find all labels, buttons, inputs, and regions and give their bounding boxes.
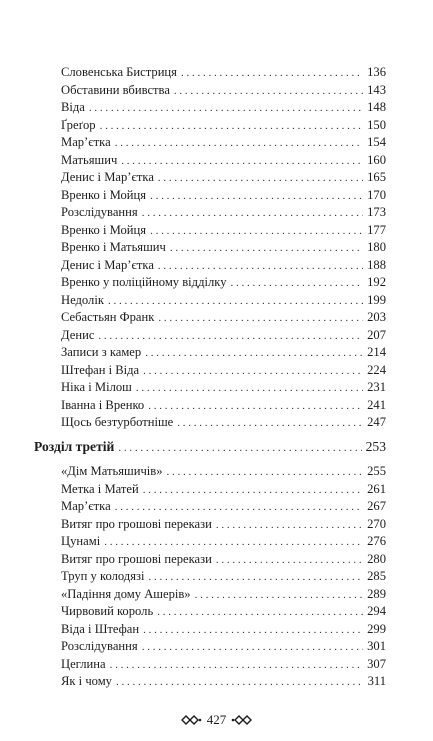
entry-title: Недолік <box>61 292 104 307</box>
dot-leader <box>104 534 363 552</box>
entry-title: Розслідування <box>61 205 138 219</box>
entry-title: Вренко і Мойця <box>61 187 147 202</box>
entry-page-number: 280 <box>367 551 386 566</box>
section-title: Розділ третій <box>34 439 115 454</box>
toc-entry[interactable] <box>61 498 386 516</box>
entry-page-number: 299 <box>367 621 386 636</box>
entry-page-number: 188 <box>367 257 386 272</box>
toc-entry[interactable] <box>61 82 386 100</box>
entry-title: Вренко і Мойця <box>61 222 147 237</box>
entry-title: Записи з камер <box>61 345 142 359</box>
dot-leader <box>158 310 363 328</box>
entry-page-number: 276 <box>367 534 386 548</box>
entry-title: Вренко і Матьяшич <box>61 240 166 254</box>
dot-leader <box>110 657 364 675</box>
dot-leader <box>98 328 363 346</box>
entry-title: Ніка і Мілош <box>61 380 132 394</box>
entry-page-number: 180 <box>367 240 386 254</box>
entry-title: Віда <box>61 100 85 114</box>
entry-page-number: 307 <box>367 656 386 671</box>
toc-entry[interactable] <box>61 327 386 345</box>
toc-entry[interactable] <box>61 362 386 380</box>
dot-leader <box>158 170 363 188</box>
entry-page-number: 160 <box>367 152 386 167</box>
entry-title: Себастьян Франк <box>61 310 155 324</box>
entry-page-number: 203 <box>367 310 386 324</box>
section-page-number: 253 <box>365 439 386 454</box>
entry-title: Щось безтурботніше <box>61 415 174 429</box>
dot-leader <box>216 517 363 535</box>
entry-page-number: 136 <box>367 65 386 79</box>
toc-entry[interactable] <box>61 533 386 551</box>
toc-entry[interactable] <box>61 568 386 586</box>
toc-entry[interactable] <box>61 239 386 257</box>
entry-title: Цунамі <box>61 534 101 548</box>
entry-title: Іванна і Вренко <box>61 397 145 412</box>
dot-leader <box>143 622 363 640</box>
toc-entry[interactable] <box>61 169 386 187</box>
entry-page-number: 214 <box>367 345 386 359</box>
dot-leader <box>167 464 364 482</box>
entry-title: Чирвовий король <box>61 604 154 618</box>
dot-leader <box>158 258 363 276</box>
entry-page-number: 255 <box>367 464 386 478</box>
dot-leader <box>150 223 363 241</box>
entry-page-number: 150 <box>367 117 386 132</box>
entry-title: «Падіння дому Ашерів» <box>61 586 191 601</box>
entry-page-number: 170 <box>367 187 386 202</box>
dot-leader <box>181 65 363 83</box>
entry-page-number: 177 <box>367 222 386 237</box>
toc-entry[interactable] <box>61 152 386 170</box>
dot-leader <box>118 438 361 458</box>
entry-page-number: 270 <box>367 516 386 531</box>
entry-title: Вренко у поліційному відділку <box>61 275 227 289</box>
entry-page-number: 285 <box>367 569 386 583</box>
entry-title: Мар’єтка <box>61 499 111 513</box>
toc-entry[interactable] <box>61 463 386 481</box>
toc-entry[interactable] <box>61 117 386 135</box>
dot-leader <box>148 398 363 416</box>
entry-page-number: 224 <box>367 362 386 377</box>
entry-title: Віда і Штефан <box>61 621 140 636</box>
dot-leader <box>157 604 363 622</box>
toc-entry[interactable] <box>61 516 386 534</box>
dot-leader <box>143 482 363 500</box>
entry-title: Як і чому <box>61 674 112 688</box>
toc-entry[interactable] <box>61 344 386 362</box>
toc-entry[interactable] <box>61 621 386 639</box>
dot-leader <box>89 100 363 118</box>
entry-page-number: 247 <box>367 415 386 429</box>
entry-page-number: 241 <box>367 397 386 412</box>
entry-page-number: 311 <box>367 674 386 688</box>
entry-page-number: 192 <box>367 275 386 289</box>
entry-title: Витяг про грошові перекази <box>61 551 212 566</box>
dot-leader <box>121 153 363 171</box>
entry-title: Ґреґор <box>61 117 96 132</box>
entry-page-number: 267 <box>367 499 386 513</box>
toc-entry[interactable] <box>61 481 386 499</box>
dot-leader <box>142 205 363 223</box>
section-heading-part-three[interactable] <box>34 437 386 457</box>
entry-page-number: 294 <box>367 604 386 618</box>
toc-entry[interactable] <box>61 64 386 82</box>
entry-title: Обставини вбивства <box>61 82 170 97</box>
entry-title: Витяг про грошові перекази <box>61 516 212 531</box>
dot-leader <box>115 135 363 153</box>
toc-entry[interactable] <box>61 204 386 222</box>
entry-title: Денис і Мар’єтка <box>61 257 154 272</box>
toc-entry[interactable] <box>61 673 386 691</box>
toc-entry[interactable] <box>61 397 386 415</box>
dot-leader <box>195 587 364 605</box>
toc-entry[interactable] <box>61 292 386 310</box>
entry-title: Денис <box>61 327 95 342</box>
entry-page-number: 148 <box>367 100 386 114</box>
entry-page-number: 301 <box>367 639 386 653</box>
toc-entry[interactable] <box>61 99 386 117</box>
toc-entry[interactable] <box>61 379 386 397</box>
dot-leader <box>177 415 363 433</box>
page-number: 427 <box>206 712 227 727</box>
dot-leader <box>231 275 364 293</box>
entry-page-number: 199 <box>367 292 386 307</box>
page-footer <box>0 712 433 728</box>
right-ornament-icon <box>231 714 253 726</box>
toc-part-two <box>61 64 386 432</box>
entry-title: Труп у колодязі <box>61 569 145 583</box>
dot-leader <box>115 499 363 517</box>
toc-entry[interactable] <box>61 603 386 621</box>
dot-leader <box>142 639 363 657</box>
toc-entry[interactable] <box>61 257 386 275</box>
entry-title: Мар’єтка <box>61 135 111 149</box>
entry-page-number: 207 <box>367 327 386 342</box>
toc-entry[interactable] <box>61 586 386 604</box>
toc-entry[interactable] <box>61 551 386 569</box>
toc-entry[interactable] <box>61 414 386 432</box>
dot-leader <box>216 552 363 570</box>
dot-leader <box>143 363 363 381</box>
dot-leader <box>148 569 363 587</box>
dot-leader <box>150 188 363 206</box>
dot-leader <box>100 118 364 136</box>
dot-leader <box>116 674 364 692</box>
entry-title: Денис і Мар’єтка <box>61 170 154 184</box>
entry-page-number: 143 <box>367 82 386 97</box>
entry-title: Штефан і Віда <box>61 362 140 377</box>
toc-entry[interactable] <box>61 187 386 205</box>
toc-entry[interactable] <box>61 309 386 327</box>
entry-page-number: 154 <box>367 135 386 149</box>
entry-title: «Дім Матьяшичів» <box>61 464 163 478</box>
toc-entry[interactable] <box>61 656 386 674</box>
dot-leader <box>136 380 363 398</box>
dot-leader <box>174 83 363 101</box>
left-ornament-icon <box>180 714 202 726</box>
entry-page-number: 261 <box>367 481 386 496</box>
dot-leader <box>145 345 363 363</box>
entry-page-number: 165 <box>367 170 386 184</box>
entry-title: Метка і Матей <box>61 481 139 496</box>
entry-title: Цеглина <box>61 656 106 671</box>
toc-part-three <box>61 463 386 691</box>
toc-entry[interactable] <box>61 222 386 240</box>
dot-leader <box>108 293 363 311</box>
entry-page-number: 231 <box>367 380 386 394</box>
entry-title: Словенська Бистриця <box>61 65 177 79</box>
dot-leader <box>170 240 363 258</box>
entry-title: Матьяшич <box>61 152 118 167</box>
entry-page-number: 173 <box>367 205 386 219</box>
toc-entry[interactable] <box>61 274 386 292</box>
entry-page-number: 289 <box>367 586 386 601</box>
entry-title: Розслідування <box>61 639 138 653</box>
toc-entry[interactable] <box>61 134 386 152</box>
toc-entry[interactable] <box>61 638 386 656</box>
